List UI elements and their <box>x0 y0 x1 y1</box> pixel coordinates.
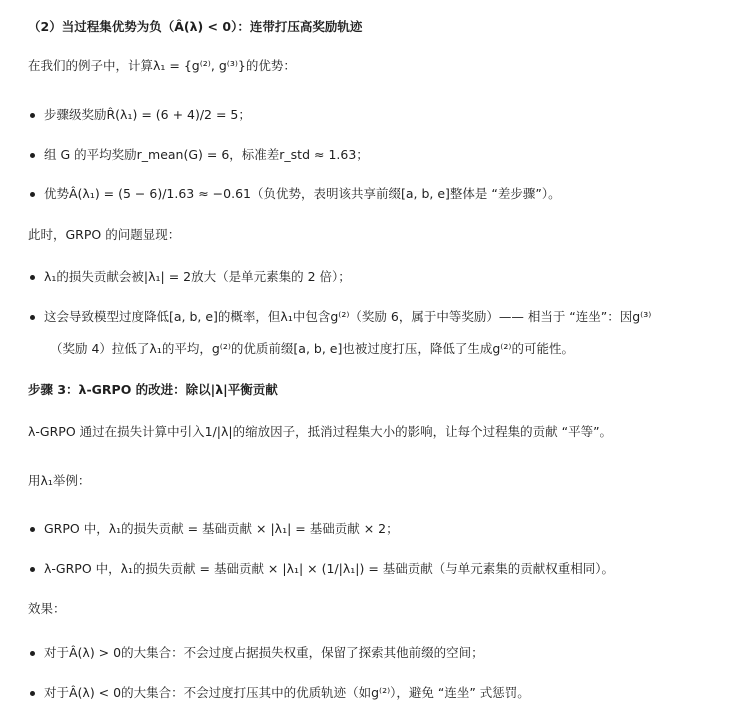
grpo-problem-paragraph: 此时，GRPO 的问题显现： <box>28 227 181 242</box>
step3-paragraph: λ-GRPO 通过在损失计算中引入1/|λ|的缩放因子，抵消过程集大小的影响，让每个过程集的贡献 “平等”。 <box>28 424 613 439</box>
bullet-dot <box>30 113 35 118</box>
step3-heading: 步骤 3：λ-GRPO 的改进：除以|λ|平衡贡献 <box>28 382 278 397</box>
bullet-dot <box>30 153 35 158</box>
intro-paragraph: 在我们的例子中，计算λ₁ = {g⁽²⁾, g⁽³⁾}的优势： <box>28 58 296 73</box>
list-item-advantage: 优势Â(λ₁) = (5 − 6)/1.63 ≈ −0.61（负优势，表明该共享前缀[a, b, e]整体是 “差步骤”）。 <box>44 186 561 201</box>
bullet-dot <box>30 567 35 572</box>
list-item-lambda-grpo-example: λ-GRPO 中，λ₁的损失贡献 = 基础贡献 × |λ₁| × (1/|λ₁|) = 基础贡献（与单元素集的贡献权重相同）。 <box>44 561 615 576</box>
list-item-group-mean: 组 G 的平均奖励r_mean(G) = 6，标准差r_std ≈ 1.63； <box>44 147 369 162</box>
list-item-over-penalize: 这会导致模型过度降低[a, b, e]的概率，但λ₁中包含g⁽²⁾（奖励 6，属于中等奖励）—— 相当于 “连坐”：因g⁽³⁾ <box>44 309 652 324</box>
heading-negative-advantage: （2）当过程集优势为负（Â(λ) < 0）：连带打压高奖励轨迹 <box>28 19 363 34</box>
list-item-effect-negative: 对于Â(λ) < 0的大集合：不会过度打压其中的优质轨迹（如g⁽²⁾），避免 “连坐” 式惩罚。 <box>44 685 530 700</box>
list-item-step-reward: 步骤级奖励R̂(λ₁) = (6 + 4)/2 = 5； <box>44 107 251 122</box>
bullet-dot <box>30 192 35 197</box>
bullet-dot <box>30 651 35 656</box>
bullet-dot <box>30 691 35 696</box>
list-item-effect-positive: 对于Â(λ) > 0的大集合：不会过度占据损失权重，保留了探索其他前缀的空间； <box>44 645 484 660</box>
list-item-grpo-example: GRPO 中，λ₁的损失贡献 = 基础贡献 × |λ₁| = 基础贡献 × 2； <box>44 521 399 536</box>
bullet-dot <box>30 527 35 532</box>
effect-label: 效果： <box>28 601 66 616</box>
bullet-dot <box>30 275 35 280</box>
list-item-over-penalize-continued: （奖励 4）拉低了λ₁的平均，g⁽²⁾的优质前缀[a, b, e]也被过度打压，降低了生成g⁽²⁾的可能性。 <box>50 341 574 356</box>
example-intro: 用λ₁举例： <box>28 473 91 488</box>
bullet-dot <box>30 315 35 320</box>
list-item-loss-amplified: λ₁的损失贡献会被|λ₁| = 2放大（是单元素集的 2 倍）； <box>44 269 351 284</box>
